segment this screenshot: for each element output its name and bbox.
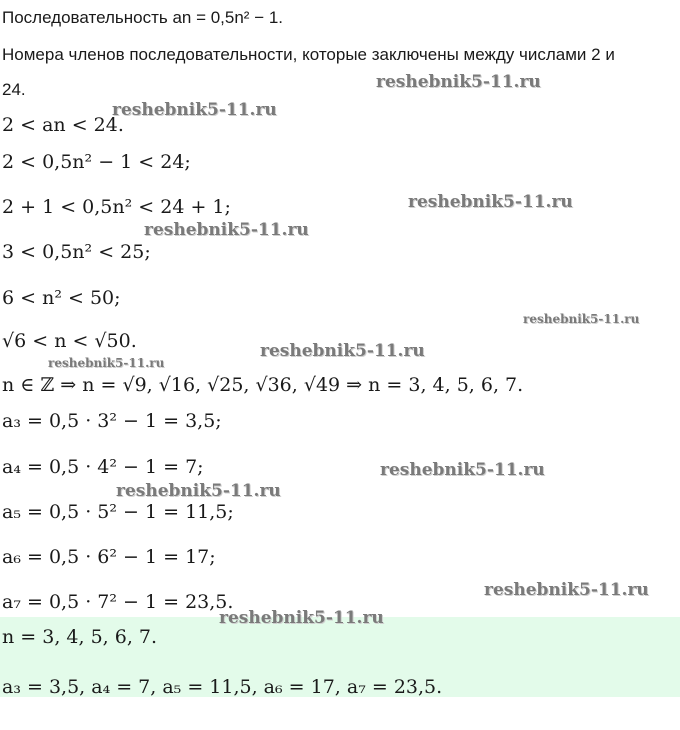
question-text-continued: 24. (2, 80, 26, 99)
term-a4: a₄ = 0,5 · 4² − 1 = 7; (2, 456, 204, 478)
term-a7: a₇ = 0,5 · 7² − 1 = 23,5. (2, 591, 234, 613)
answer-terms: a₃ = 3,5, a₄ = 7, a₅ = 11,5, a₆ = 17, a₇ = 23,5. (2, 676, 443, 698)
watermark: reshebnik5-11.ru (523, 312, 640, 326)
term-a5: a₅ = 0,5 · 5² − 1 = 11,5; (2, 501, 234, 523)
watermark: reshebnik5-11.ru (408, 192, 573, 212)
inequality-4: 3 < 0,5n² < 25; (2, 241, 151, 263)
watermark: reshebnik5-11.ru (380, 460, 545, 480)
watermark: reshebnik5-11.ru (112, 100, 277, 120)
sequence-definition: Последовательность an = 0,5n² − 1. (2, 8, 284, 27)
question-text: Номера членов последовательности, которые заключены между числами 2 и (2, 45, 615, 64)
inequality-2: 2 < 0,5n² − 1 < 24; (2, 151, 191, 173)
watermark: reshebnik5-11.ru (376, 72, 541, 92)
term-a6: a₆ = 0,5 · 6² − 1 = 17; (2, 546, 216, 568)
inequality-3: 2 + 1 < 0,5n² < 24 + 1; (2, 196, 231, 218)
answer-numbers: n = 3, 4, 5, 6, 7. (2, 626, 158, 648)
watermark: reshebnik5-11.ru (219, 608, 384, 628)
inequality-6: √6 < n < √50. (2, 330, 137, 352)
integer-solutions: n ∈ ℤ ⇒ n = √9, √16, √25, √36, √49 ⇒ n = 3, 4, 5, 6, 7. (2, 374, 524, 396)
watermark: reshebnik5-11.ru (144, 220, 309, 240)
watermark: reshebnik5-11.ru (48, 356, 165, 370)
watermark: reshebnik5-11.ru (116, 481, 281, 501)
watermark: reshebnik5-11.ru (260, 341, 425, 361)
inequality-5: 6 < n² < 50; (2, 287, 121, 309)
inequality-1: 2 < an < 24. (2, 114, 124, 136)
term-a3: a₃ = 0,5 · 3² − 1 = 3,5; (2, 410, 222, 432)
watermark: reshebnik5-11.ru (484, 580, 649, 600)
